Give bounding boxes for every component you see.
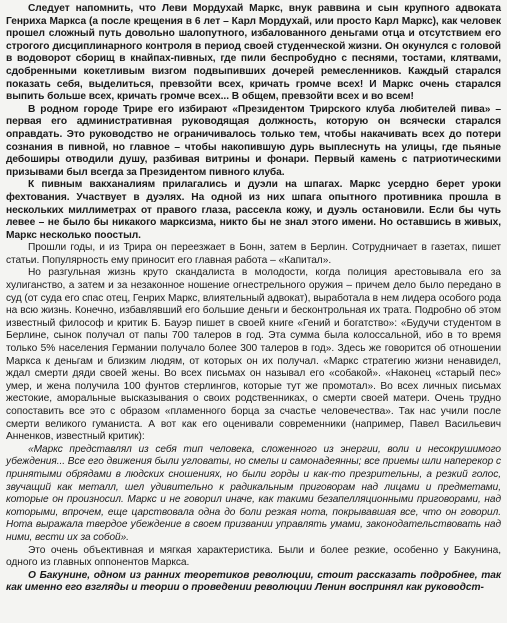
paragraph-marx-youth: Следует напомнить, что Леви Мордухай Маркс, внук раввина и сын крупного адвоката Генриха Маркса (а после крещения в 6 лет – Карл Мордухай, или просто Карл Маркс), как человек прошел сложный путь довольно шалопутного, избалованного деньгами отца и отсутствием его строгого дисциплинарного контроля в период своей студенческой жизни. Он окунулся с головой в водоворот сборищ в кнайпах-пивных, где пили беспробудно с песнями, тостами, клятвами, сдобренными кокетливым визгом подвыпивших дочерей ремесленников. Каждый старался показать себя, выделиться, превзойти всех, кричать громче всех! И Маркс очень старался выпить больше всех, кричать громче всех... В общем, превзойти всех и во всем! [6,3,501,103]
paragraph-beer-club: В родном городе Трире его избирают «Президентом Трирского клуба любителей пива» – первая его административная руководящая должность, которую он всячески старался оправдать. Это руководство не ограничивалось только тем, чтобы накачивать всех до потери сознания в пивной, но главное – чтобы накопившую дурь выплеснуть на улицы, где пьяные дебоширы отводили душу, разбивая витрины и фонари. Первый камень с патриотическими призывами был всегда за Президентом пивного клуба. [6,103,501,178]
paragraph-bakunin-mention: Это очень объективная и мягкая характеристика. Были и более резкие, особенно у Бакунина, одного из главных оппонентов Маркса. [6,544,501,569]
paragraph-annenkov-quote: «Маркс представлял из себя тип человека, сложенного из энергии, воли и несокрушимого убеждения... Все его движения были угловаты, но смелы и самонадеянны; все приемы шли наперекор с принятыми обрядами в людских сношениях, но были горды и как-то презрительны, а резкий голос, звучащий как металл, шел удивительно к радикальным приговорам над лицами и предметами, которые он произносил. Маркс и не говорил иначе, как такими безапелляционными приговорами, над которыми, впрочем, еще царствовала одна до боли резкая нота, покрывавшая все, что он говорил. Нота выражала твердое убеждение в своем призвании управлять умами, законодательствовать над ними, вести их за собой». [6,443,501,543]
paragraph-bonn-berlin: Прошли годы, и из Трира он переезжает в Бонн, затем в Берлин. Сотрудничает в газетах, пишет статьи. Популярность ему приносит его главная работа – «Капитал». [6,242,501,266]
paragraph-money-and-character: Но разгульная жизнь круто скандалиста в молодости, когда полиция арестовывала его за хулиганство, а затем и за незаконное ношение огнестрельного оружия – причем дело было передано в суд (от суда его спас отец, Генрих Маркс, влиятельный адвокат), выработала в нем лидера особого рода на всю жизнь. Конечно, избавлявший его большие деньги и бесконтрольная их трата. Подробно об этом известный философ и критик Б. Бауэр пишет в своей книге «Гений и богатство»: «Будучи студентом в Берлине, сынок получал от папы 700 талеров в год. Эта сумма была колоссальной, ибо в то время только 5% населения Германии получало более 300 талеров в год». Здесь же говорится об отношении Маркса к деньгам и близким людям, от которых он их получал. «Маркс стратегию жизни ненавидел, ждал смерти дяди своей жены. Во всех письмах он называл его «собакой». «Наконец «старый пес» умер, и жена получила 100 фунтов стерлингов, которые тут же промотал». Во всех личных письмах жестокие, аморальные высказывания о своих родственниках, о смерти своей матери. Очень трудно сопоставить все это с образом «пламенного борца за счастье человечества». Так нас учили после смерти великого гуманиста. А вот как его оценивали современники (например, Павел Васильевич Анненков, известный критик): [6,267,501,443]
paragraph-bakunin-intro: О Бакунине, одном из ранних теоретиков революции, стоит рассказать подробнее, так как именно его взгляды и теории о проведении революции Ленин воспринял как руководст- [6,569,501,594]
paragraph-duels: К пивным вакханалиям прилагались и дуэли на шпагах. Маркс усердно берет уроки фехтования. Участвует в дуэлях. На одной из них шпага опытного противника прошла в нескольких миллиметрах от правого глаза, рассекла кожу, и дуэль остановили. Если бы чуть левее – не было бы никакого марксизма, никто бы не знал этого имени. Но оставшись в живых, Маркс несколько поостыл. [6,179,501,241]
